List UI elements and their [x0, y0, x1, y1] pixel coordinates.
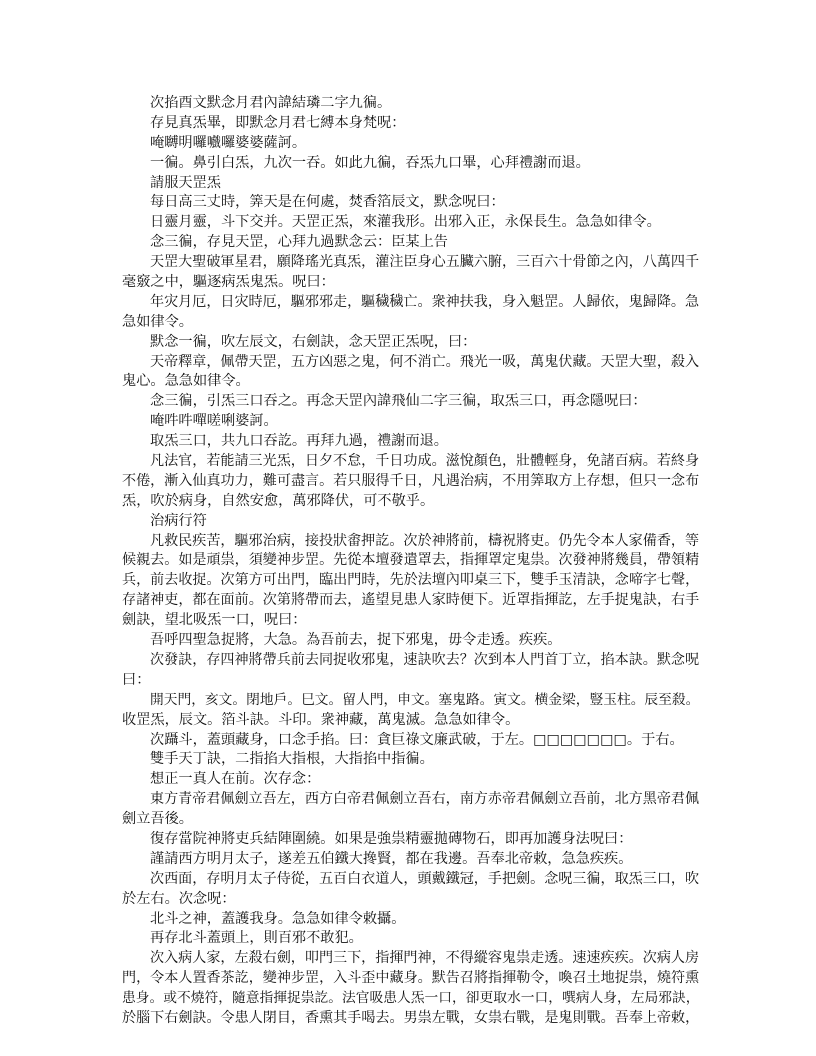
- text-line: 日靈月靈，斗下交并。天罡正炁，來灌我形。出邪入正，永保長生。急急如律令。: [150, 214, 661, 231]
- text-line: 急如律令。: [122, 313, 193, 330]
- text-line: 存見真炁畢，即默念月君七縛本身梵呪：: [150, 114, 406, 131]
- text-line: 請服天罡炁: [150, 174, 221, 191]
- text-line: 凡救民疾苦，驅邪治病，接投狀畬押訖。次於神將前，檮祝將吏。仍先令本人家備香，等: [150, 532, 700, 549]
- text-line: 存諸神吏，都在面前。次第將帶而去，遙望見患人家時便下。近罩指揮訖，左手捉鬼訣，右手: [122, 592, 700, 609]
- text-line: 每日高三丈時，筭天是在何處，焚香箔辰文，默念呪曰：: [150, 194, 505, 211]
- text-line: 炁，吹於病身，自然安愈，萬邪降伏，可不敬乎。: [122, 492, 435, 509]
- text-line: 於腦下右劍訣。令患人閉目，香熏其手喝去。男祟左戰，女祟右戰，是鬼則戰。吾奉上帝敕，: [122, 1009, 700, 1026]
- text-line: 一徧。鼻引白炁，九次一吞。如此九徧，吞炁九口畢，心拜禮謝而退。: [150, 154, 590, 171]
- text-line: 患身。或不燒符，隨意指揮捉祟訖。法官吸患人炁一口，卻更取水一口，噀病人身，左局邪訣，: [122, 990, 700, 1007]
- text-line: 次掐酉文默念月君內諱結璘二字九徧。: [150, 95, 392, 111]
- text-line: 不倦，漸入仙真功力，難可盡言。若只服得千日，凡遇治病，不用筭取方上存想，但只一念布: [122, 472, 700, 489]
- text-line: 次發訣，存四神將帶兵前去同捉收邪鬼，速訣吹去？次到本人門首丁立，掐本訣。默念呪: [150, 651, 700, 668]
- text-line: 門，令本人置香茶訖，變神步罡，入斗歪中藏身。默告召將指揮勒令，喚召土地捉祟，燒符熏: [122, 970, 700, 987]
- text-line: 念三徧，存見天罡，心拜九過默念云：臣某上告: [150, 234, 448, 251]
- text-line: 鬼心。急急如律令。: [122, 373, 250, 390]
- text-line: 凡法官，若能請三光炁，日夕不怠，千日功成。滋悅顏色，壯體輕身，免諸百病。若終身: [150, 453, 700, 470]
- text-line: 劍立吾後。: [122, 811, 193, 828]
- text-line: 東方青帝君佩劍立吾左，西方白帝君佩劍立吾右，南方赤帝君佩劍立吾前，北方黑帝君佩: [150, 791, 700, 808]
- text-line: 毫竅之中，驅逐病炁鬼炁。呪曰：: [122, 274, 335, 291]
- text-line: 次西面，存明月太子侍從，五百白衣道人，頭戴鐵冠，手把劍。念呪三徧，取炁三口，吹: [150, 870, 700, 887]
- text-line: 取炁三口，共九口吞訖。再拜九過，禮謝而退。: [150, 433, 448, 450]
- text-line: 雙手天丁訣，二指掐大指根，大指掐中指徧。: [150, 751, 434, 768]
- text-line: 默念一徧，吹左辰文，右劍訣，念天罡正炁呪，曰：: [150, 333, 477, 350]
- text-line: 治病行符: [150, 512, 207, 529]
- document-page: [122, 94, 702, 1029]
- text-line: 次入病人家，左殺右劍，叩門三下，指揮門神，不得縱容鬼祟走透。速速疾疾。次病人房: [150, 950, 700, 967]
- text-line: 開天門，亥文。閉地戶。巳文。留人門，申文。塞鬼路。寅文。横金梁，豎玉柱。辰至殺。: [150, 691, 700, 708]
- text-line: 想正一真人在前。次存念：: [150, 771, 321, 788]
- text-line: 曰：: [122, 671, 151, 688]
- text-line: 復存當院神將吏兵結陣圍繞。如果是強祟精靈拋磚物石，即再加護身法呪曰：: [150, 830, 633, 847]
- text-line: 唵吽吽嘽嗟唎婆訶。: [150, 413, 278, 430]
- text-line: 吾呼四聖急捉將，大急。為吾前去，捉下邪鬼，毋令走透。疾疾。: [150, 632, 562, 649]
- text-line: 次躡斗，蓋頭藏身，口念手掐。曰：貪巨祿文廉武破，于左。□□□□□□□。于右。: [150, 731, 684, 748]
- text-line: 收罡炁，辰文。箔斗訣。斗印。衆神藏，萬鬼滅。急急如律令。: [122, 711, 520, 728]
- text-line: 再存北斗蓋頭上，則百邪不敢犯。: [150, 930, 363, 947]
- text-line: 唵嚩明囉嚱囉婆婆薩訶。: [150, 134, 307, 151]
- text-line: 於左右。次念呪：: [122, 890, 236, 907]
- text-line: 兵，前去收捉。次第方可出門，臨出門時，先於法壇內叩桌三下，雙手玉清訣，念啼字七聲，: [122, 572, 700, 589]
- text-line: 年灾月厄，日灾時厄，驅邪邪走，驅穢穢亡。衆神扶我，身入魁罡。人歸依，鬼歸降。急: [150, 293, 700, 310]
- text-line: 劍訣，望北吸炁一口，呪曰：: [122, 612, 307, 629]
- text-line: 謹請西方明月太子，遂差五伯鐵大搀賢，都在我邊。吾奉北帝敕，急急疾疾。: [150, 850, 633, 867]
- text-line: 念三徧，引炁三口吞之。再念天罡內諱飛仙二字三徧，取炁三口，再念隱呪曰：: [150, 393, 647, 410]
- text-line: 候親去。如是頑祟，須變神步罡。先從本壇發遣罩去，指揮罩定鬼祟。次發神將幾員，帶領精: [122, 552, 700, 569]
- text-line: 北斗之神，蓋護我身。急急如律令敕攝。: [150, 910, 406, 927]
- text-line: 天帝釋章，佩帶天罡，五方凶惡之鬼，何不消亡。飛光一吸，萬鬼伏藏。天罡大聖，殺入: [150, 353, 700, 370]
- text-line: 天罡大聖破軍星君，願降瑤光真炁，灌注臣身心五臟六腑，三百六十骨節之內，八萬四千: [150, 254, 700, 271]
